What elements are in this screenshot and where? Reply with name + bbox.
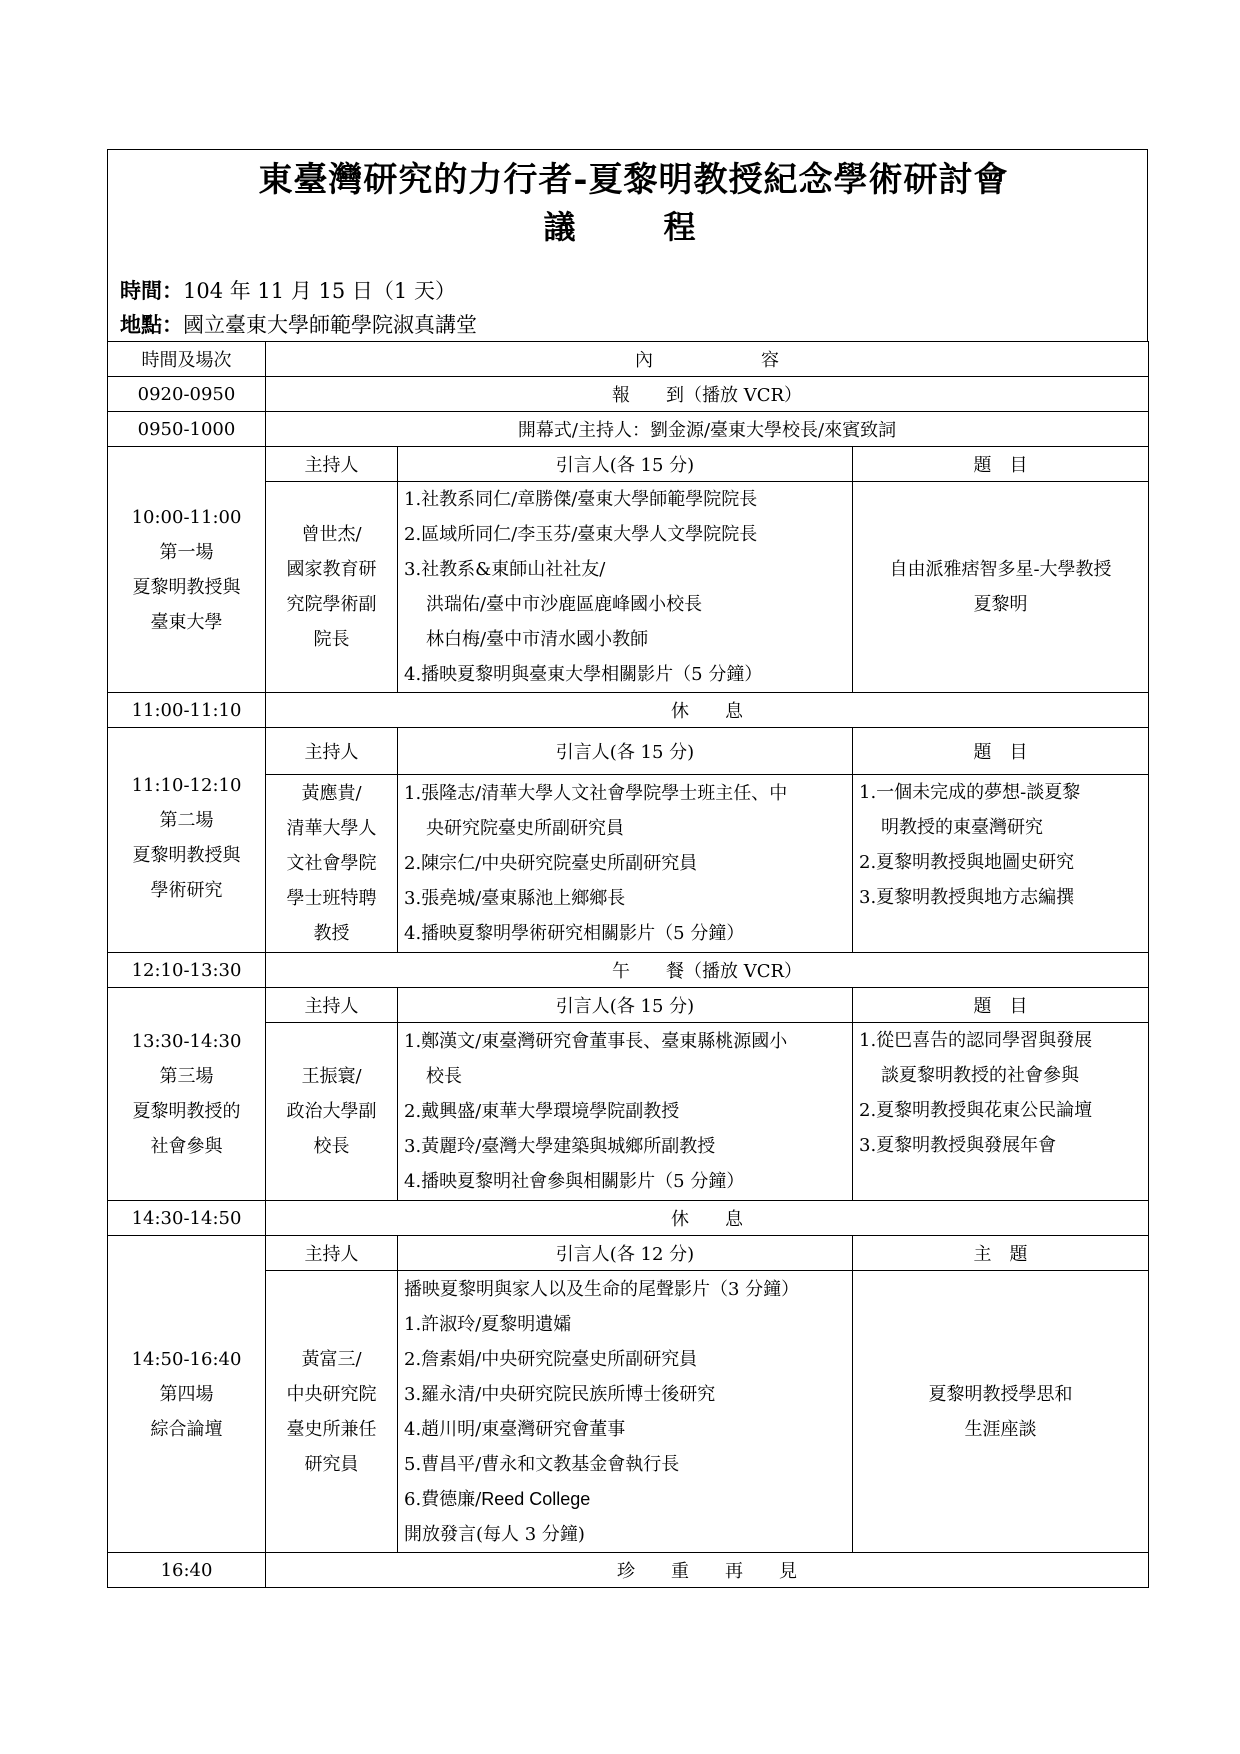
- session-3-topic: [853, 1023, 1149, 1201]
- speaker-header: 引言人(各 12 分): [398, 1236, 853, 1271]
- topic-line: 3.夏黎明教授與地方志編撰: [859, 887, 1075, 908]
- host-header: 主持人: [266, 728, 398, 775]
- host-line: 文社會學院: [286, 853, 377, 874]
- speaker-line: 3.社教系&東師山社社友/: [404, 559, 606, 580]
- host-line: 黃富三/: [301, 1348, 362, 1370]
- topic-line: 明教授的東臺灣研究: [881, 817, 1043, 838]
- topic-line: 談夏黎明教授的社會參與: [881, 1065, 1079, 1086]
- meta-info: [120, 274, 477, 342]
- topic-line: 夏黎明: [973, 594, 1028, 615]
- speaker-line: 2.陳宗仁/中央研究院臺史所副研究員: [404, 853, 698, 874]
- table-header-row: [108, 342, 1149, 377]
- host-line: 教授: [313, 923, 350, 944]
- place-line: [120, 308, 477, 342]
- speaker-line: 1.張隆志/清華大學人文社會學院學士班主任、中: [404, 783, 788, 804]
- session-3-speakers: [398, 1023, 853, 1201]
- time-label: 時間：: [120, 278, 183, 303]
- session-time-line: 夏黎明教授與: [132, 845, 241, 866]
- speaker-line: 林白梅/臺中市清水國小教師: [426, 629, 649, 650]
- time-value: 104 年 11 月 15 日（1 天）: [183, 279, 456, 303]
- session-time-line: 第四場: [159, 1383, 214, 1405]
- session-3-header-row: [108, 988, 1149, 1023]
- place-label: 地點：: [120, 312, 183, 337]
- session-2-topic: [853, 775, 1149, 953]
- session-time-line: 13:30-14:30: [131, 1031, 242, 1052]
- session-3-host: [266, 1023, 398, 1201]
- row-time: 14:30-14:50: [108, 1201, 266, 1236]
- host-line: 學士班特聘: [286, 888, 377, 909]
- host-line: 研究員: [304, 1453, 359, 1475]
- closing-row: [108, 1553, 1149, 1588]
- session-time-line: 第二場: [159, 810, 214, 831]
- col-content-header: 內 容: [266, 342, 1149, 377]
- speaker-line: 2.區域所同仁/李玉芬/臺東大學人文學院院長: [404, 524, 758, 545]
- host-header: 主持人: [266, 988, 398, 1023]
- speaker-name: 6.費德廉/: [404, 1488, 482, 1510]
- session-2-speakers: [398, 775, 853, 953]
- session-2-header-row: [108, 728, 1149, 775]
- host-line: 校長: [313, 1136, 350, 1157]
- agenda-sheet: [107, 149, 1148, 1588]
- session-4-header-row: [108, 1236, 1149, 1271]
- speaker-line: 4.播映夏黎明社會參與相關影片（5 分鐘）: [404, 1171, 745, 1192]
- topic-header: 題 目: [853, 447, 1149, 482]
- row-time: 11:00-11:10: [108, 693, 266, 728]
- speaker-header: 引言人(各 15 分): [398, 447, 853, 482]
- speaker-line: 5.曹昌平/曹永和文教基金會執行長: [404, 1453, 680, 1475]
- document-subtitle: 議 程: [543, 208, 724, 246]
- host-line: 曾世杰/: [301, 524, 362, 545]
- speaker-line: 2.詹素娟/中央研究院臺史所副研究員: [404, 1348, 698, 1370]
- break-row: [108, 693, 1149, 728]
- host-line: 政治大學副: [286, 1101, 377, 1122]
- host-line: 究院學術副: [286, 594, 377, 615]
- topic-line: 3.夏黎明教授與發展年會: [859, 1135, 1057, 1156]
- row-time: 16:40: [108, 1553, 266, 1588]
- speaker-line: [404, 1482, 846, 1517]
- host-line: 清華大學人: [286, 818, 377, 839]
- speaker-line: 3.張堯城/臺東縣池上鄉鄉長: [404, 888, 626, 909]
- row-content: 午 餐（播放 VCR）: [266, 953, 1149, 988]
- break-row: [108, 1201, 1149, 1236]
- speaker-line: 1.社教系同仁/章勝傑/臺東大學師範學院院長: [404, 489, 758, 510]
- topic-line: 2.夏黎明教授與地圖史研究: [859, 852, 1075, 873]
- row-time: 0920-0950: [108, 377, 266, 412]
- agenda-table: [107, 341, 1149, 1588]
- session-2-time: [108, 728, 266, 953]
- speaker-affiliation: Reed College: [481, 1488, 591, 1509]
- session-time-line: 10:00-11:00: [131, 506, 242, 528]
- topic-header: 題 目: [853, 728, 1149, 775]
- topic-line: 生涯座談: [964, 1418, 1037, 1440]
- speaker-line: 開放發言(每人 3 分鐘): [404, 1523, 585, 1545]
- speaker-header: 引言人(各 15 分): [398, 988, 853, 1023]
- speaker-header: 引言人(各 15 分): [398, 728, 853, 775]
- col-time-header: 時間及場次: [108, 342, 266, 377]
- speaker-line: 洪瑞佑/臺中市沙鹿區鹿峰國小校長: [426, 594, 703, 615]
- speaker-line: 3.黃麗玲/臺灣大學建築與城鄉所副教授: [404, 1136, 716, 1157]
- table-row: [108, 377, 1149, 412]
- session-time-line: 學術研究: [150, 880, 223, 901]
- row-content: 休 息: [266, 693, 1149, 728]
- row-time: 12:10-13:30: [108, 953, 266, 988]
- speaker-line: 2.戴興盛/東華大學環境學院副教授: [404, 1101, 680, 1122]
- speaker-line: 3.羅永清/中央研究院民族所博士後研究: [404, 1383, 716, 1405]
- host-header: 主持人: [266, 447, 398, 482]
- host-line: 國家教育研: [286, 559, 377, 580]
- speaker-line: 4.播映夏黎明學術研究相關影片（5 分鐘）: [404, 923, 745, 944]
- session-time-line: 第三場: [159, 1066, 214, 1087]
- speaker-line: 播映夏黎明與家人以及生命的尾聲影片（3 分鐘）: [404, 1278, 800, 1300]
- speaker-line: 1.許淑玲/夏黎明遺孀: [404, 1313, 572, 1335]
- host-line: 黃應貴/: [301, 783, 362, 804]
- session-2-host: [266, 775, 398, 953]
- session-1-header-row: [108, 447, 1149, 482]
- lunch-row: [108, 953, 1149, 988]
- theme-header: 主 題: [853, 1236, 1149, 1271]
- topic-line: 1.一個未完成的夢想-談夏黎: [859, 782, 1081, 803]
- session-1-host: [266, 482, 398, 693]
- session-1-speakers: [398, 482, 853, 693]
- row-time: 0950-1000: [108, 412, 266, 447]
- session-1-topic: [853, 482, 1149, 693]
- row-content: 珍 重 再 見: [266, 1553, 1149, 1588]
- topic-line: 夏黎明教授學思和: [928, 1383, 1073, 1405]
- session-1-time: [108, 447, 266, 693]
- speaker-line: 4.播映夏黎明與臺東大學相關影片（5 分鐘）: [404, 664, 763, 685]
- host-line: 院長: [313, 629, 350, 650]
- table-row: [108, 412, 1149, 447]
- row-content: 報 到（播放 VCR）: [266, 377, 1149, 412]
- header-box: [107, 149, 1148, 341]
- speaker-line: 校長: [426, 1066, 462, 1087]
- session-time-line: 14:50-16:40: [131, 1348, 242, 1370]
- session-time-line: 臺東大學: [150, 611, 223, 633]
- speaker-line: 1.鄭漢文/東臺灣研究會董事長、臺東縣桃源國小: [404, 1031, 788, 1052]
- session-time-line: 綜合論壇: [150, 1418, 223, 1440]
- topic-header: 題 目: [853, 988, 1149, 1023]
- speaker-line: 4.趙川明/東臺灣研究會董事: [404, 1418, 626, 1440]
- row-content: 休 息: [266, 1201, 1149, 1236]
- host-line: 王振寰/: [301, 1066, 362, 1087]
- topic-line: 自由派雅痞智多星-大學教授: [889, 559, 1112, 580]
- topic-line: 2.夏黎明教授與花東公民論壇: [859, 1100, 1093, 1121]
- session-time-line: 第一場: [159, 541, 214, 563]
- session-4-time: [108, 1236, 266, 1553]
- session-4-theme: [853, 1271, 1149, 1553]
- session-time-line: 夏黎明教授與: [132, 576, 241, 598]
- session-4-speakers: [398, 1271, 853, 1553]
- session-time-line: 社會參與: [150, 1136, 223, 1157]
- place-value: 國立臺東大學師範學院淑真講堂: [183, 313, 477, 337]
- session-time-line: 夏黎明教授的: [132, 1101, 241, 1122]
- session-time-line: 11:10-12:10: [131, 775, 242, 796]
- session-3-time: [108, 988, 266, 1201]
- row-content: 開幕式/主持人：劉金源/臺東大學校長/來賓致詞: [266, 412, 1149, 447]
- session-4-host: [266, 1271, 398, 1553]
- host-line: 臺史所兼任: [286, 1418, 377, 1440]
- topic-line: 1.從巴喜告的認同學習與發展: [859, 1030, 1093, 1051]
- speaker-line: 央研究院臺史所副研究員: [426, 818, 624, 839]
- document-title: 東臺灣研究的力行者-夏黎明教授紀念學術研討會: [258, 160, 1009, 200]
- host-line: 中央研究院: [286, 1383, 377, 1405]
- host-header: 主持人: [266, 1236, 398, 1271]
- time-line: [120, 274, 477, 308]
